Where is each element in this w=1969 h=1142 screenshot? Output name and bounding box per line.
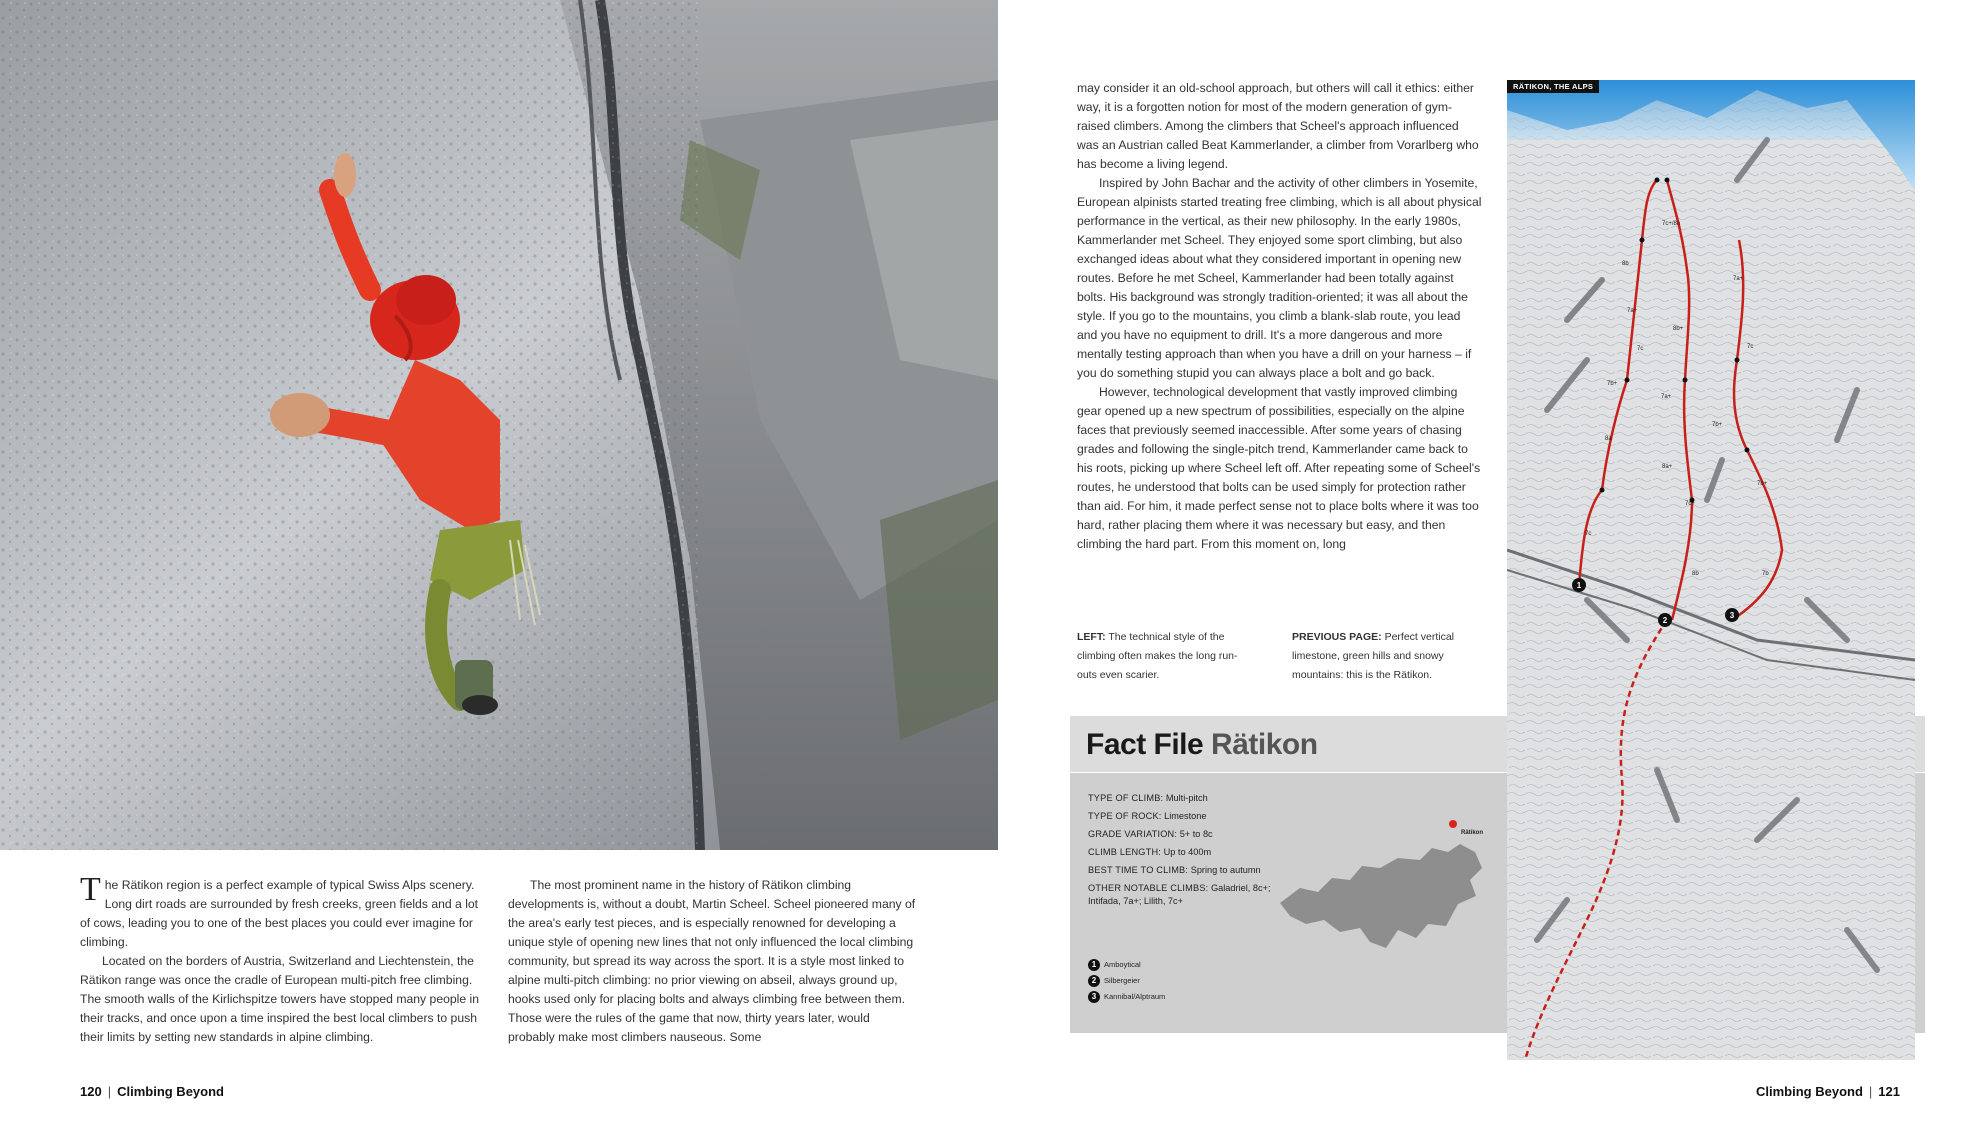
grade-label: 7a+ [1733, 276, 1744, 282]
grade-label: 7c [1585, 531, 1592, 537]
caption-label: PREVIOUS PAGE: [1292, 631, 1382, 643]
caption-left [1077, 628, 1247, 685]
route-name: Kannibal/Alptraum [1104, 992, 1166, 1001]
grade-label: 7c+/8a [1662, 221, 1681, 227]
climber-photo [0, 0, 998, 850]
fact-row [1088, 792, 1288, 805]
grade-label: 7b+ [1712, 422, 1723, 428]
fact-key: BEST TIME TO CLIMB: [1088, 865, 1189, 875]
left-body-column-1 [80, 871, 490, 1047]
fact-key: TYPE OF ROCK: [1088, 811, 1162, 821]
fact-file-title [1086, 728, 1318, 762]
grade-label: 7b+ [1607, 381, 1618, 387]
fact-value: 5+ to 8c [1179, 829, 1213, 839]
route-topo [1507, 80, 1915, 1060]
book-title: Climbing Beyond [1756, 1084, 1863, 1099]
location-marker-icon [1449, 820, 1457, 828]
folio-separator: | [1868, 1084, 1873, 1099]
grade-label: 8a [1605, 436, 1612, 442]
fact-value: Up to 400m [1163, 847, 1212, 857]
left-body-column-2 [508, 876, 918, 1047]
page-number: 121 [1878, 1084, 1900, 1099]
fact-file-label: Fact File [1086, 728, 1204, 761]
grade-label: 7b+ [1757, 481, 1768, 487]
folio-left [80, 1084, 224, 1099]
paragraph-text: he Rätikon region is a perfect example of typical Swiss Alps scenery. Long dirt roads are surrounded by fresh creeks, green fields and a lot of cows, leading you to one of the best places you could ever imagine for climbing. [80, 878, 479, 949]
route-number-icon: 3 [1088, 991, 1100, 1003]
grade-label: 8b [1622, 261, 1629, 267]
fact-value: Limestone [1164, 811, 1207, 821]
fact-file-place: Rätikon [1211, 728, 1318, 761]
fact-row [1088, 810, 1288, 823]
fact-row [1088, 864, 1288, 877]
drop-cap: T [80, 871, 101, 908]
topo-location-tag: RÄTIKON, THE ALPS [1507, 80, 1599, 93]
grade-label: 8b [1692, 571, 1699, 577]
route-name: Silbergeier [1104, 976, 1140, 985]
legend-item [1088, 990, 1165, 1003]
fact-key: GRADE VARIATION: [1088, 829, 1178, 839]
switzerland-map [1270, 808, 1490, 958]
caption-previous-page [1292, 628, 1467, 685]
fact-value: Galadriel, 8c+; Intifada, 7a+; Lilith, 7c+ [1088, 883, 1271, 906]
legend-item [1088, 958, 1141, 971]
grade-label: 8a+ [1662, 464, 1673, 470]
grade-label: 7a+ [1627, 308, 1638, 314]
route-marker-3: 3 [1729, 611, 1735, 620]
page-number: 120 [80, 1084, 102, 1099]
fact-key: OTHER NOTABLE CLIMBS: [1088, 883, 1209, 893]
fact-row [1088, 882, 1278, 908]
paragraph [80, 871, 490, 952]
fact-row [1088, 846, 1288, 859]
paragraph: The most prominent name in the history of Rätikon climbing developments is, without a doubt, Martin Scheel. Scheel pioneered many of the area's early test pieces, and is especially renowned for developing a unique style of opening new lines that not only influenced the local climbing community, but spread its way across the sport. It is a style most linked to alpine multi-pitch climbing: no prior viewing on abseil, always ground up, hooks used only for placing bolts and always climbing free between them. Those were the rules of the game that now, thirty years later, would probably make most climbers nauseous. Some [508, 878, 916, 1044]
caption-text: Perfect vertical limestone, green hills and snowy mountains: this is the Rätikon. [1292, 631, 1455, 681]
grade-label: 7b [1762, 571, 1769, 577]
caption-text: The technical style of the climbing often makes the long run-outs even scarier. [1077, 631, 1238, 681]
paragraph: However, technological development that vastly improved climbing gear opened up a new spectrum of possibilities, especially on the alpine faces that previously seemed inaccessible. After some years of chasing grades and following the single-pitch trend, Kammerlander came back to his roots, picking up where Scheel left off. After repeating some of Scheel's routes, he understood that bolts can be used simply for protection rather than aid. For him, it made perfect sense not to place bolts where it was too hard, rather placing them where it was necessary but easy, and then climbing the hard part. From this moment on, long [1077, 385, 1481, 551]
paragraph: Located on the borders of Austria, Switzerland and Liechtenstein, the Rätikon range was once the cradle of European multi-pitch free climbing. The smooth walls of the Kirlichspitze towers have stopped many people in their tracks, and once upon a time inspired the best local climbers to push their limits by setting new standards in alpine climbing. [80, 954, 480, 1044]
route-number-icon: 1 [1088, 959, 1100, 971]
route-name: Amboytical [1104, 960, 1141, 969]
grade-label: 7c [1637, 346, 1644, 352]
paragraph: Inspired by John Bachar and the activity of other climbers in Yosemite, European alpinists started treating free climbing, which is all about physical performance in the vertical, as their new philosophy. In the early 1980s, Kammerlander met Scheel. They enjoyed some sport climbing, but also exchanged ideas about what they considered important in opening new routes. Before he met Scheel, Kammerlander had been totally against bolts. His background was strongly tradition-oriented; it was all about the style. If you go to the mountains, you climb a blank-slab route, you lead and you have no equipment to drill. It's a more dangerous and more mentally testing approach than when you have a drill on your harness – if you do something stupid you can always place a bolt and go back. [1077, 176, 1482, 380]
route-marker-2: 2 [1662, 616, 1668, 625]
book-title: Climbing Beyond [117, 1084, 224, 1099]
grade-label: 8b+ [1673, 326, 1684, 332]
grade-label: 7a+ [1661, 394, 1672, 400]
route-number-icon: 2 [1088, 975, 1100, 987]
map-label: Rätikon [1461, 830, 1484, 836]
fact-key: CLIMB LENGTH: [1088, 847, 1162, 857]
fact-value: Spring to autumn [1190, 865, 1261, 875]
grade-label: 7c+ [1685, 501, 1695, 507]
grade-label: 7c [1747, 344, 1754, 350]
caption-label: LEFT: [1077, 631, 1106, 643]
legend-item [1088, 974, 1140, 987]
right-body-column [1077, 79, 1483, 554]
fact-key: TYPE OF CLIMB: [1088, 793, 1164, 803]
folio-right [1756, 1084, 1900, 1099]
fact-value: Multi-pitch [1165, 793, 1208, 803]
fact-row [1088, 828, 1288, 841]
folio-separator: | [107, 1084, 112, 1099]
route-marker-1: 1 [1576, 581, 1582, 590]
paragraph: may consider it an old-school approach, but others will call it ethics: either way, it is a forgotten notion for most of the modern generation of gym-raised climbers. Among the climbers that Scheel's approach influenced was an Austrian called Beat Kammerlander, a climber from Vorarlberg who has become a living legend. [1077, 81, 1479, 171]
